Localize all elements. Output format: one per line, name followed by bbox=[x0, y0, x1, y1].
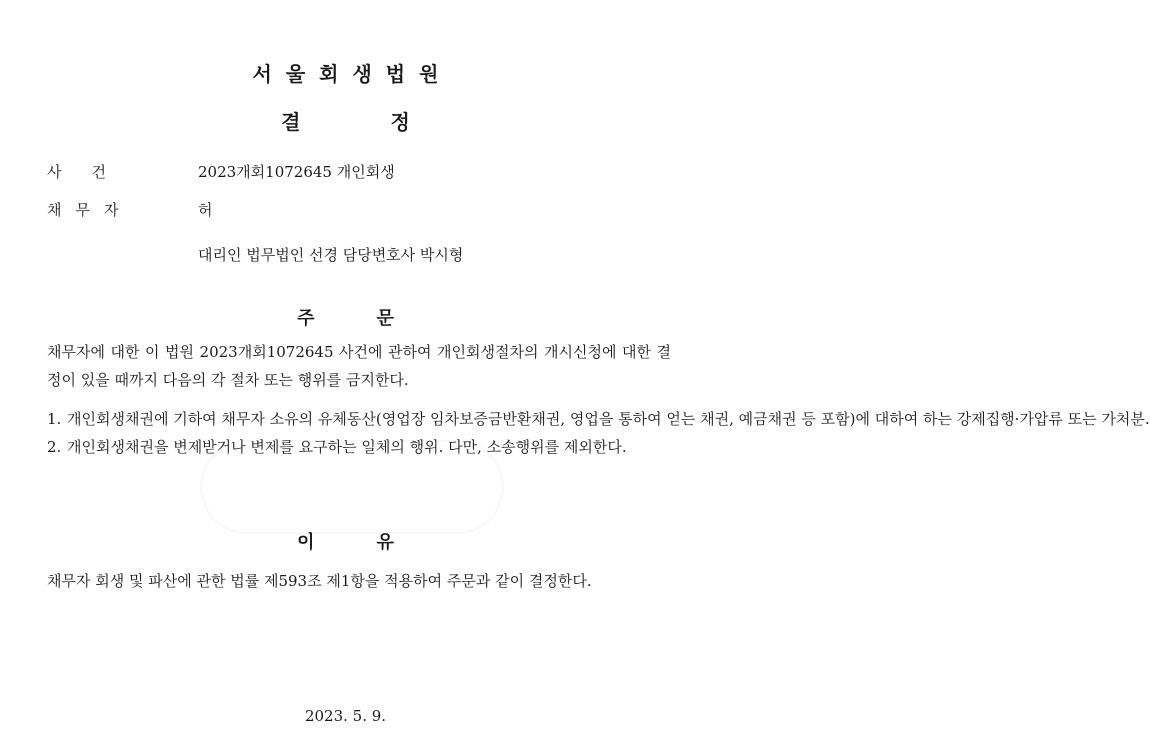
list-item-text: 개인회생채권을 변제받거나 변제를 요구하는 일체의 행위. 다만, 소송행위를 제외한다. bbox=[67, 438, 627, 456]
court-name: 서울회생법원 bbox=[252, 62, 453, 86]
reason-heading: 이유 bbox=[297, 532, 456, 553]
agent-info: 대리인 법무법인 선경 담당변호사 박시형 bbox=[198, 246, 464, 264]
order-intro: 채무자에 대한 이 법원 2023개회1072645 사건에 관하여 개인회생절차의 개시신청에 대한 결정이 있을 때까지 다음의 각 절차 또는 행위를 금지한다. bbox=[47, 343, 671, 389]
list-item bbox=[47, 433, 671, 461]
document-type-title: 결정 bbox=[281, 110, 500, 134]
case-label: 사건 bbox=[47, 163, 136, 181]
case-number: 2023개회1072645 개인회생 bbox=[198, 163, 395, 181]
order-heading: 주문 bbox=[297, 308, 456, 329]
list-item bbox=[47, 405, 1150, 433]
debtor-label: 채무자 bbox=[47, 201, 133, 219]
reason-text: 채무자 회생 및 파산에 관한 법률 제593조 제1항을 적용하여 주문과 같이 결정한다. bbox=[47, 572, 592, 590]
decision-date: 2023. 5. 9. bbox=[304, 707, 387, 725]
debtor-name: 허 bbox=[198, 201, 213, 219]
list-item-number: 1. bbox=[47, 410, 62, 428]
order-list bbox=[47, 405, 1150, 461]
list-item-text: 개인회생채권에 기하여 채무자 소유의 유체동산(영업장 임차보증금반환채권, 영업을 통하여 얻는 채권, 예금채권 등 포함)에 대하여 하는 강제집행·가압류 또는 가처분. bbox=[67, 410, 1150, 428]
list-item-number: 2. bbox=[47, 438, 62, 456]
